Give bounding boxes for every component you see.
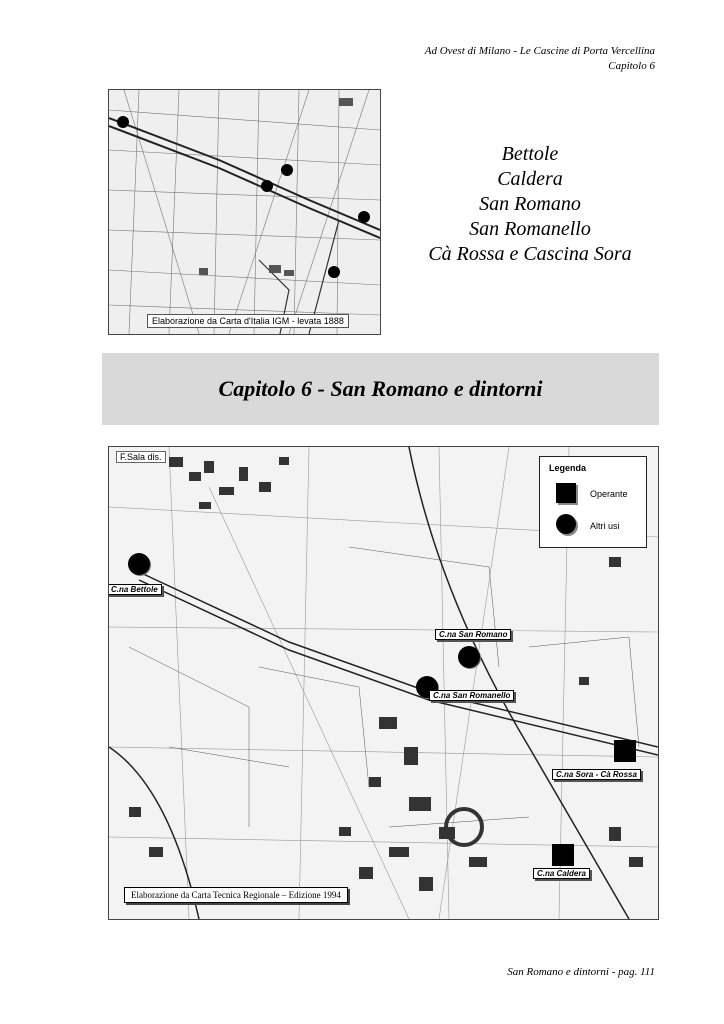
map-legend <box>539 456 647 548</box>
place-title: Cà Rossa e Cascina Sora <box>428 243 632 265</box>
historic-marker-san-romanello <box>261 180 273 192</box>
chapter-title: Capitolo 6 - San Romano e dintorni <box>218 376 543 401</box>
running-header <box>425 44 655 74</box>
header-chapter: Capitolo 6 <box>608 60 655 72</box>
label-bettole: C.na Bettole <box>108 584 162 595</box>
modern-map <box>108 446 659 920</box>
place-title: San Romano <box>479 193 581 215</box>
marker-sora <box>614 740 636 762</box>
historic-map-drawing <box>109 90 380 334</box>
legend-operante-label: Operante <box>590 489 628 499</box>
marker-san-romano <box>458 646 480 668</box>
legend-square-icon <box>556 483 576 503</box>
marker-bettole <box>128 553 150 575</box>
label-san-romano: C.na San Romano <box>435 629 511 640</box>
historic-marker-sora <box>358 211 370 223</box>
historic-marker-caldera <box>328 266 340 278</box>
marker-caldera <box>552 844 574 866</box>
legend-circle-icon <box>556 514 576 534</box>
legend-title: Legenda <box>549 463 587 473</box>
place-titles <box>410 142 650 267</box>
map-credit: F.Sala dis. <box>116 451 166 463</box>
modern-map-caption: Elaborazione da Carta Tecnica Regionale – Edizione 1994 <box>124 887 348 903</box>
historic-map <box>108 89 381 335</box>
place-title: Caldera <box>497 168 563 190</box>
historic-marker-san-romano <box>281 164 293 176</box>
page-footer: San Romano e dintorni - pag. 111 <box>507 966 655 978</box>
header-title: Ad Ovest di Milano - Le Cascine di Porta Vercellina <box>424 45 655 57</box>
label-caldera: C.na Caldera <box>533 868 590 879</box>
label-sora: C.na Sora - Cà Rossa <box>552 769 641 780</box>
place-title: San Romanello <box>469 218 591 240</box>
legend-altri-usi-label: Altri usi <box>590 521 620 531</box>
chapter-banner <box>102 353 659 425</box>
historic-map-caption: Elaborazione da Carta d'Italia IGM - levata 1888 <box>147 314 349 328</box>
place-title: Bettole <box>501 143 559 165</box>
label-san-romanello: C.na San Romanello <box>429 690 514 701</box>
historic-marker-bettole <box>117 116 129 128</box>
